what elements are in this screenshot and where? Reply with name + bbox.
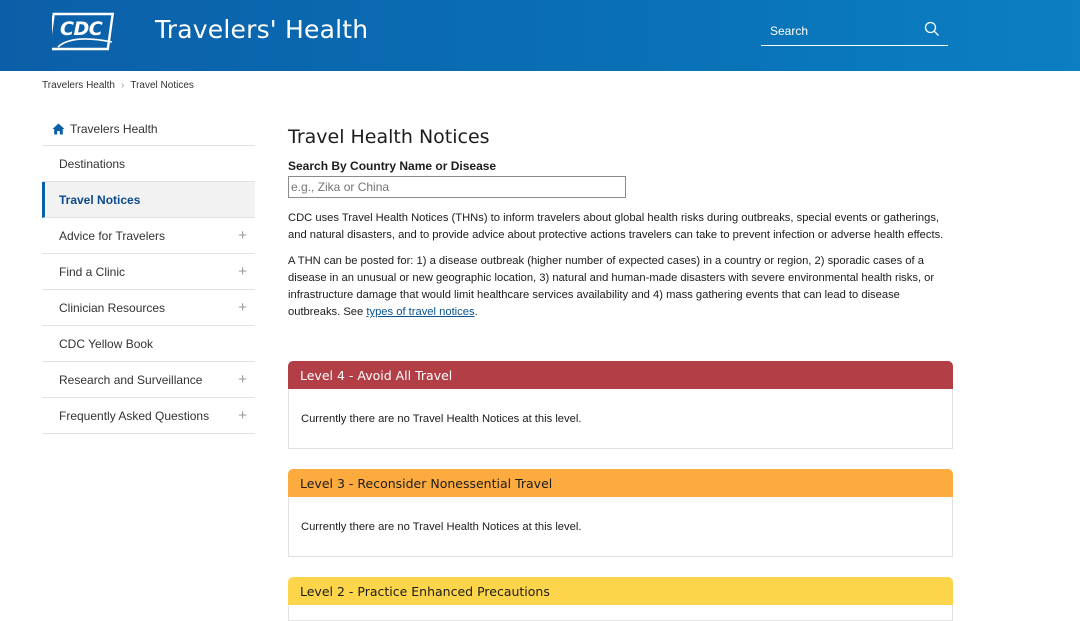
sidebar-item-faq[interactable] — [42, 398, 255, 434]
plus-icon[interactable]: + — [238, 227, 247, 244]
header-search-input[interactable] — [770, 24, 920, 38]
sidebar-nav — [42, 112, 255, 434]
plus-icon[interactable]: + — [238, 407, 247, 424]
site-header — [0, 0, 1080, 71]
thn-paragraph — [288, 253, 953, 321]
plus-icon[interactable]: + — [238, 299, 247, 316]
sidebar-item-advice-for-travelers[interactable] — [42, 218, 255, 254]
country-search-label: Search By Country Name or Disease — [288, 159, 497, 173]
level-4-message: Currently there are no Travel Health Notices at this level. — [288, 389, 953, 449]
level-3-message: Currently there are no Travel Health Notices at this level. — [288, 497, 953, 557]
sidebar-item-label: Research and Surveillance — [59, 372, 203, 387]
level-4-header[interactable]: Level 4 - Avoid All Travel — [288, 361, 953, 389]
breadcrumb — [42, 80, 194, 91]
level-4-section — [288, 361, 953, 449]
breadcrumb-link-travelers-health[interactable]: Travelers Health — [42, 80, 115, 91]
sidebar-item-cdc-yellow-book[interactable] — [42, 326, 255, 362]
level-2-header[interactable]: Level 2 - Practice Enhanced Precautions — [288, 577, 953, 605]
sidebar-item-research-and-surveillance[interactable] — [42, 362, 255, 398]
sidebar-item-travel-notices[interactable] — [42, 182, 255, 218]
chevron-right-icon: › — [121, 80, 125, 91]
plus-icon[interactable]: + — [238, 371, 247, 388]
country-search-input[interactable] — [288, 176, 626, 198]
thn-period: . — [474, 306, 478, 318]
level-3-section — [288, 469, 953, 557]
main-content — [288, 126, 953, 321]
sidebar-item-find-a-clinic[interactable] — [42, 254, 255, 290]
sidebar-home-link[interactable] — [42, 112, 255, 146]
sidebar-item-label: Frequently Asked Questions — [59, 408, 210, 423]
sidebar-item-clinician-resources[interactable] — [42, 290, 255, 326]
sidebar-item-destinations[interactable] — [42, 146, 255, 182]
header-search[interactable] — [761, 18, 948, 46]
level-2-section — [288, 577, 953, 621]
site-title[interactable]: Travelers' Health — [155, 15, 369, 44]
sidebar-item-label: CDC Yellow Book — [59, 336, 154, 351]
page-title: Travel Health Notices — [288, 126, 490, 148]
sidebar-item-label: Find a Clinic — [59, 264, 126, 279]
intro-paragraph: CDC uses Travel Health Notices (THNs) to inform travelers about global health risks during outbreaks, special events or gatherings, and natural disasters, and to provide advice about protective actions travelers can take to prevent infection or adverse health effects. — [288, 212, 944, 241]
breadcrumb-current: Travel Notices — [130, 80, 194, 91]
types-of-travel-notices-link[interactable]: types of travel notices — [366, 306, 475, 318]
level-2-message — [288, 605, 953, 621]
sidebar-item-label: Destinations — [59, 156, 126, 171]
sidebar-item-label: Travel Notices — [59, 192, 141, 207]
logo-text: CDC — [60, 18, 103, 40]
plus-icon[interactable]: + — [238, 263, 247, 280]
sidebar-home-label: Travelers Health — [70, 121, 158, 136]
sidebar-item-label: Clinician Resources — [59, 300, 166, 315]
home-icon — [52, 123, 65, 135]
thn-text: A THN can be posted for: 1) a disease outbreak (higher number of expected cases) in a country or region, 2) sporadic cases of a disease in an unusual or new geographic location, 3) natural and human-made disasters with severe environmental health risks, or infrastructure damage that would limit healthcare services availability and 4) mass gathering events that can lead to disease outbreaks. See — [288, 255, 935, 318]
search-icon[interactable] — [924, 21, 940, 37]
sidebar-item-label: Advice for Travelers — [59, 228, 166, 243]
level-3-header[interactable]: Level 3 - Reconsider Nonessential Travel — [288, 469, 953, 497]
